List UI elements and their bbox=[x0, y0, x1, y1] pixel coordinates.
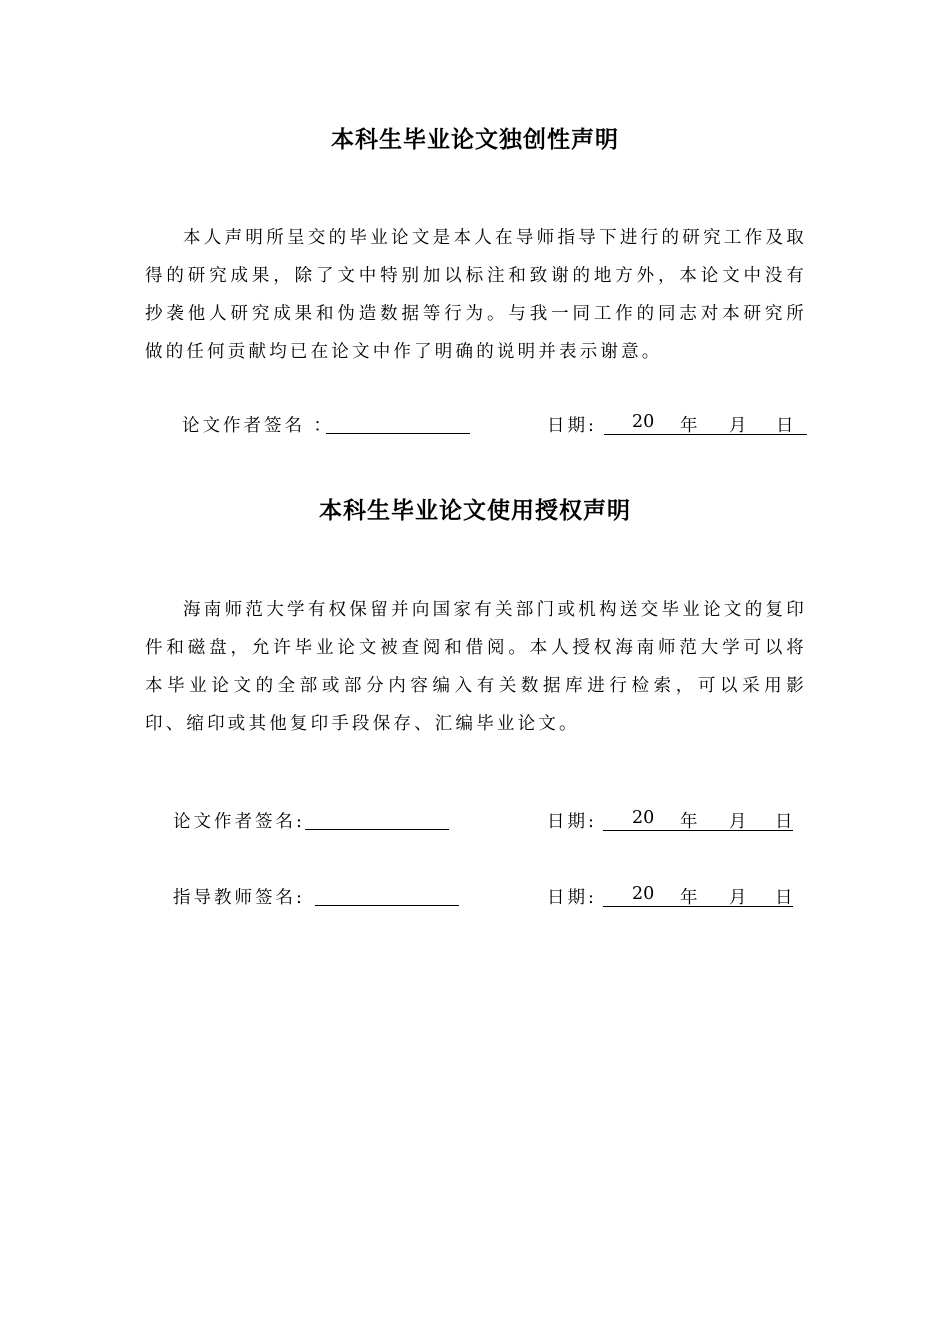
date-day-unit: 日 bbox=[775, 812, 793, 832]
date-label: 日期: bbox=[547, 416, 597, 436]
date-year: 20 bbox=[632, 808, 655, 828]
originality-declaration-body: 本人声明所呈交的毕业论文是本人在导师指导下进行的研究工作及取得的研究成果，除了文中特别加以标注和致谢的地方外，本论文中没有抄袭他人研究成果和伪造数据等行为。与我一同工作的同志对本研究所做的任何贡献均已在论文中作了明确的说明并表示谢意。 bbox=[145, 228, 807, 362]
originality-declaration-title: 本科生毕业论文独创性声明 bbox=[331, 127, 619, 153]
date-year: 20 bbox=[632, 884, 655, 904]
supervisor-signature-line bbox=[315, 905, 459, 906]
author-signature-line bbox=[326, 433, 470, 434]
date-field bbox=[604, 412, 807, 435]
originality-signature-row bbox=[0, 408, 950, 438]
authorization-declaration-title: 本科生毕业论文使用授权声明 bbox=[319, 498, 631, 524]
authorization-author-signature-row bbox=[0, 804, 950, 834]
date-label: 日期: bbox=[547, 812, 597, 832]
date-field bbox=[603, 884, 793, 907]
supervisor-signature-label: 指导教师签名: bbox=[173, 888, 305, 908]
authorization-supervisor-signature-row bbox=[0, 880, 950, 910]
date-label: 日期: bbox=[547, 888, 597, 908]
date-day-unit: 日 bbox=[775, 888, 793, 908]
author-signature-label: 论文作者签名 ： bbox=[182, 416, 335, 436]
date-year-unit: 年 bbox=[680, 812, 698, 832]
date-field bbox=[603, 808, 793, 831]
author-signature-line bbox=[305, 829, 449, 830]
date-year-unit: 年 bbox=[680, 888, 698, 908]
date-year: 20 bbox=[632, 412, 655, 432]
date-year-unit: 年 bbox=[680, 416, 698, 436]
date-month-unit: 月 bbox=[729, 812, 747, 832]
authorization-declaration-body: 海南师范大学有权保留并向国家有关部门或机构送交毕业论文的复印件和磁盘，允许毕业论文被查阅和借阅。本人授权海南师范大学可以将本毕业论文的全部或部分内容编入有关数据库进行检索，可以采用影印、缩印或其他复印手段保存、汇编毕业论文。 bbox=[145, 600, 807, 734]
date-day-unit: 日 bbox=[776, 416, 794, 436]
date-month-unit: 月 bbox=[729, 416, 747, 436]
author-signature-label: 论文作者签名: bbox=[173, 812, 305, 832]
date-month-unit: 月 bbox=[729, 888, 747, 908]
